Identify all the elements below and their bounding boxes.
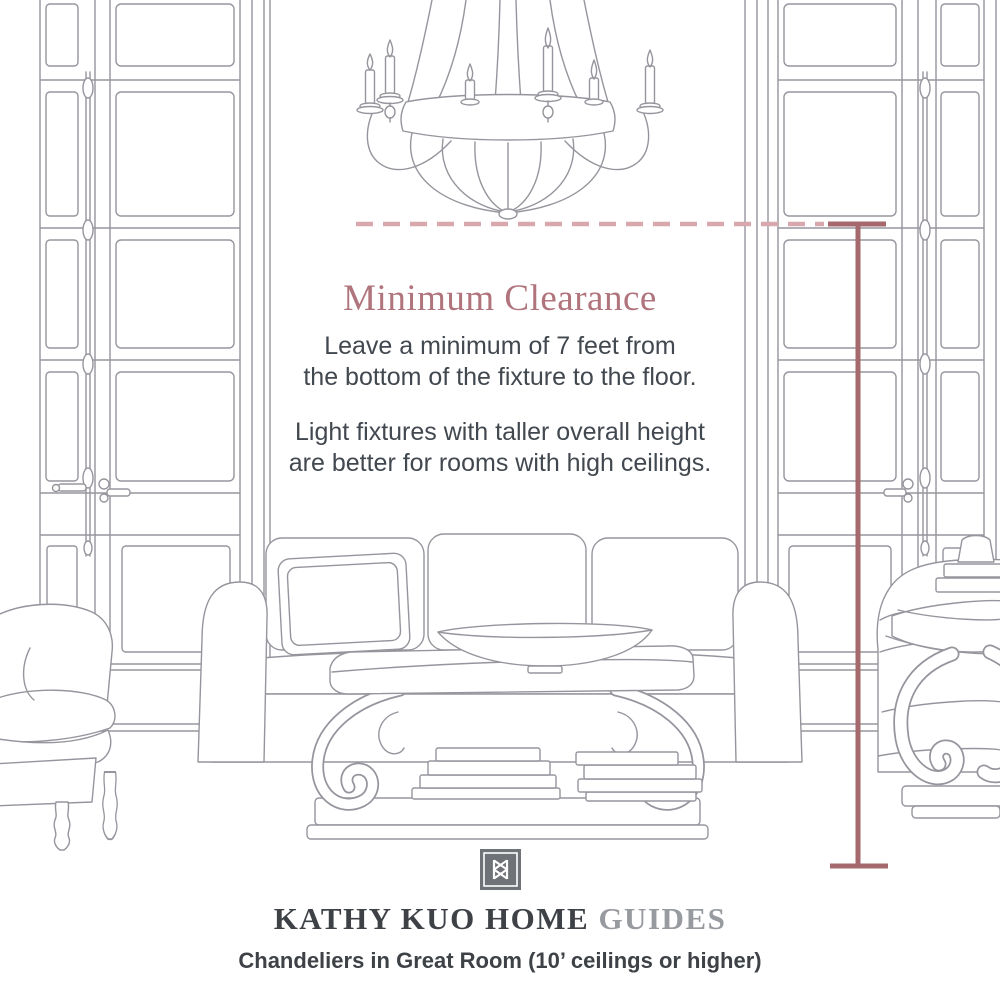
clearance-title: Minimum Clearance bbox=[343, 278, 657, 319]
clearance-paragraph-1-line-1: Leave a minimum of 7 feet from bbox=[324, 332, 676, 360]
clearance-paragraph-1 bbox=[0, 331, 1000, 393]
clearance-paragraph-2-line-2: are better for rooms with high ceilings. bbox=[288, 449, 712, 477]
kathy-kuo-home-logo bbox=[0, 849, 1000, 890]
chandelier-illustration bbox=[357, 0, 663, 219]
brand-name: KATHY KUO HOME bbox=[273, 901, 590, 936]
guide-caption: Chandeliers in Great Room (10’ ceilings or higher) bbox=[238, 948, 762, 973]
armchair-left-illustration bbox=[0, 604, 117, 850]
clearance-paragraph-2-line-1: Light fixtures with taller overall height bbox=[295, 418, 705, 446]
brand-wordmark bbox=[0, 901, 1000, 937]
brand-suffix: GUIDES bbox=[598, 901, 727, 936]
kk-monogram-icon bbox=[480, 849, 521, 890]
clearance-paragraph-1-line-2: the bottom of the fixture to the floor. bbox=[303, 363, 697, 391]
clearance-paragraph-2 bbox=[0, 417, 1000, 479]
